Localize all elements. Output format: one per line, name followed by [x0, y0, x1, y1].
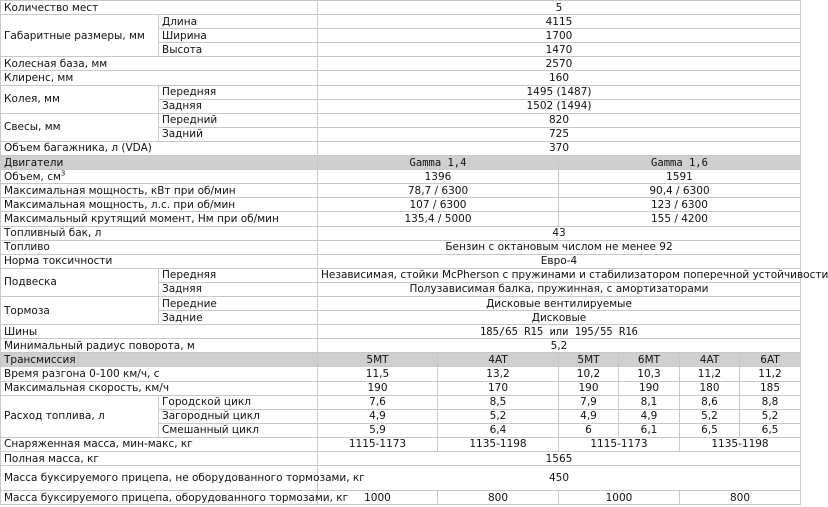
transmission-header: 5MT [318, 353, 438, 367]
cell-value: 13,2 [438, 367, 559, 381]
engine-1-value: 107 / 6300 [318, 198, 559, 212]
sub-label: Высота [159, 43, 318, 57]
row-overhang-front [1, 113, 801, 127]
row-label: Максимальная скорость, км/ч [1, 381, 318, 395]
cell-value: 5,2 [680, 409, 740, 423]
cell-value: 11,5 [318, 367, 438, 381]
sub-label: Длина [159, 15, 318, 29]
row-value: 1565 [318, 452, 801, 466]
row-trunk [1, 141, 801, 155]
row-fuel [1, 240, 801, 254]
row-value: 160 [318, 71, 801, 85]
row-value: Бензин с октановым числом не менее 92 [318, 240, 801, 254]
row-wheelbase [1, 57, 801, 71]
row-label: Колесная база, мм [1, 57, 318, 71]
cell-value: 1135-1198 [438, 437, 559, 451]
cell-value: 5,9 [318, 423, 438, 437]
engine-2-value: 155 / 4200 [559, 212, 801, 226]
row-torque [1, 212, 801, 226]
row-value: Полузависимая балка, пружинная, с амортизаторами [318, 282, 801, 296]
row-emission [1, 254, 801, 268]
sub-label: Городской цикл [159, 395, 318, 409]
row-value: 2570 [318, 57, 801, 71]
cell-value: 8,6 [680, 395, 740, 409]
sub-label: Смешанный цикл [159, 423, 318, 437]
cell-value: 185 [740, 381, 801, 395]
engine-2-value: 123 / 6300 [559, 198, 801, 212]
row-label: Максимальный крутящий момент, Нм при об/мин [1, 212, 318, 226]
sub-label: Передний [159, 113, 318, 127]
row-value: 450 [318, 466, 801, 491]
row-seats [1, 1, 801, 15]
row-label [1, 170, 318, 184]
row-consumption-city [1, 395, 801, 409]
engine-2-value: 90,4 / 6300 [559, 184, 801, 198]
sub-label: Ширина [159, 29, 318, 43]
row-label: Время разгона 0-100 км/ч, с [1, 367, 318, 381]
cell-value: 8,5 [438, 395, 559, 409]
row-suspension-front [1, 268, 801, 282]
transmission-header: 4AT [438, 353, 559, 367]
row-label: Минимальный радиус поворота, м [1, 339, 318, 353]
cell-value: 190 [619, 381, 680, 395]
row-value: 5,2 [318, 339, 801, 353]
cell-value: 1115-1173 [559, 437, 680, 451]
row-value: 185/65 R15 или 195/55 R16 [318, 325, 801, 339]
row-value: 820 [318, 113, 801, 127]
row-label: Клиренс, мм [1, 71, 318, 85]
row-label: Количество мест [1, 1, 318, 15]
sub-label: Задние [159, 311, 318, 325]
row-max-speed [1, 381, 801, 395]
cell-value: 6,4 [438, 423, 559, 437]
row-label: Масса буксируемого прицепа, оборудованного тормозами, кг [1, 491, 318, 505]
cell-value: 1000 [559, 491, 680, 505]
engine-1-value: 135,4 / 5000 [318, 212, 559, 226]
row-brakes-front [1, 296, 801, 310]
row-label: Максимальная мощность, кВт при об/мин [1, 184, 318, 198]
section-header-transmission [1, 353, 801, 367]
cell-value: 4,9 [318, 409, 438, 423]
row-value: 1495 (1487) [318, 85, 801, 99]
cell-value: 11,2 [740, 367, 801, 381]
cell-value: 10,3 [619, 367, 680, 381]
transmission-header: 5MT [559, 353, 619, 367]
engine-1-value: 78,7 / 6300 [318, 184, 559, 198]
row-power-kw [1, 184, 801, 198]
engine-1-value: 1396 [318, 170, 559, 184]
row-track-front [1, 85, 801, 99]
row-value: 4115 [318, 15, 801, 29]
sub-label: Задняя [159, 99, 318, 113]
transmission-header: 6MT [619, 353, 680, 367]
cell-value: 1135-1198 [680, 437, 801, 451]
row-label: Топливный бак, л [1, 226, 318, 240]
group-label-overhang: Свесы, мм [1, 113, 159, 141]
row-value: Евро-4 [318, 254, 801, 268]
row-label: Полная масса, кг [1, 452, 318, 466]
row-value: 725 [318, 127, 801, 141]
row-value: Независимая, стойки McPherson с пружинами и стабилизатором поперечной устойчивости [318, 268, 801, 282]
cell-value: 4,9 [619, 409, 680, 423]
sub-label: Передняя [159, 268, 318, 282]
row-tank [1, 226, 801, 240]
group-label-track: Колея, мм [1, 85, 159, 113]
section-label: Трансмиссия [1, 353, 318, 367]
cell-value: 4,9 [559, 409, 619, 423]
row-label: Снаряженная масса, мин-макс, кг [1, 437, 318, 451]
sub-label: Задний [159, 127, 318, 141]
sub-label: Передняя [159, 85, 318, 99]
cell-value: 1115-1173 [318, 437, 438, 451]
transmission-header: 4AT [680, 353, 740, 367]
cell-value: 8,1 [619, 395, 680, 409]
cell-value: 7,6 [318, 395, 438, 409]
row-clearance [1, 71, 801, 85]
cell-value: 800 [438, 491, 559, 505]
transmission-header: 6AT [740, 353, 801, 367]
cell-value: 8,8 [740, 395, 801, 409]
row-value: 1502 (1494) [318, 99, 801, 113]
row-acceleration [1, 367, 801, 381]
cell-value: 800 [680, 491, 801, 505]
group-label-brakes: Тормоза [1, 296, 159, 324]
row-curb-weight [1, 437, 801, 451]
group-label-consumption: Расход топлива, л [1, 395, 159, 437]
sub-label: Задняя [159, 282, 318, 296]
cell-value: 11,2 [680, 367, 740, 381]
cell-value: 180 [680, 381, 740, 395]
cell-value: 190 [559, 381, 619, 395]
row-label: Объем багажника, л (VDA) [1, 141, 318, 155]
row-label: Максимальная мощность, л.с. при об/мин [1, 198, 318, 212]
sub-label: Передние [159, 296, 318, 310]
row-label: Топливо [1, 240, 318, 254]
cell-value: 1000 [318, 491, 438, 505]
sub-label: Загородный цикл [159, 409, 318, 423]
engine-1-header: Gamma 1,4 [318, 156, 559, 170]
row-dims-length [1, 15, 801, 29]
row-value: 370 [318, 141, 801, 155]
row-trailer-braked [1, 491, 801, 505]
cell-value: 6,1 [619, 423, 680, 437]
cell-value: 190 [318, 381, 438, 395]
displacement-label: Объем, см [4, 170, 61, 183]
cell-value: 10,2 [559, 367, 619, 381]
row-value: Дисковые [318, 311, 801, 325]
row-turning-radius [1, 339, 801, 353]
cell-value: 6,5 [680, 423, 740, 437]
cell-value: 5,2 [438, 409, 559, 423]
row-power-hp [1, 198, 801, 212]
section-label: Двигатели [1, 156, 318, 170]
cell-value: 6,5 [740, 423, 801, 437]
row-label: Масса буксируемого прицепа, не оборудованного тормозами, кг [1, 466, 318, 491]
group-label-dims: Габаритные размеры, мм [1, 15, 159, 57]
section-header-engines [1, 156, 801, 170]
cell-value: 5,2 [740, 409, 801, 423]
engine-2-header: Gamma 1,6 [559, 156, 801, 170]
row-value: 5 [318, 1, 801, 15]
row-tires [1, 325, 801, 339]
cell-value: 6 [559, 423, 619, 437]
engine-2-value: 1591 [559, 170, 801, 184]
row-gross-weight [1, 452, 801, 466]
superscript: 3 [60, 169, 66, 178]
row-label: Норма токсичности [1, 254, 318, 268]
cell-value: 7,9 [559, 395, 619, 409]
row-value: 1700 [318, 29, 801, 43]
group-label-suspension: Подвеска [1, 268, 159, 296]
row-value: 1470 [318, 43, 801, 57]
row-label: Шины [1, 325, 318, 339]
row-value: 43 [318, 226, 801, 240]
row-trailer-unbraked [1, 466, 801, 491]
row-value: Дисковые вентилируемые [318, 296, 801, 310]
cell-value: 170 [438, 381, 559, 395]
row-displacement [1, 170, 801, 184]
